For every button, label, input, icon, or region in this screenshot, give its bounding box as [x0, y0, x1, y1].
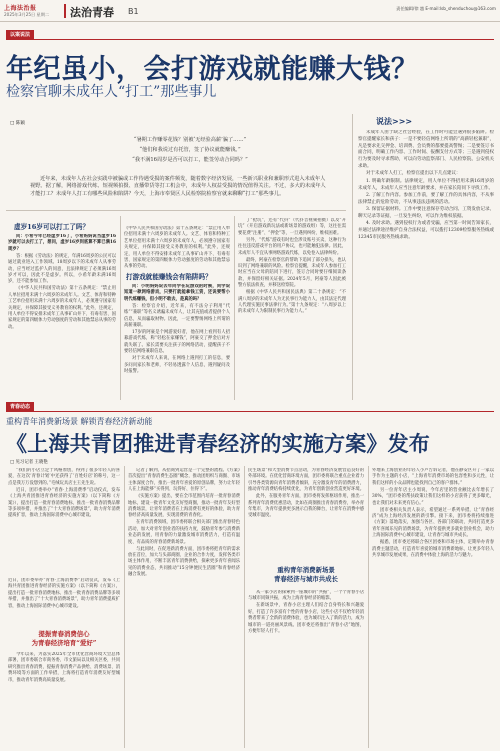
column-heading: 虚岁16岁可以打工了吗？	[14, 223, 90, 231]
tag-underline	[6, 411, 494, 412]
sidebar-paragraph: 4. 及时求助。遇到侵权行为或者受骗，应当第一时间告知家长，并通过法律途径维护自身合法权益，可以拨打12309检察服务热线或12345市民服务热线求助。	[358, 221, 494, 240]
article-column	[124, 226, 230, 270]
body-paragraph: 据悉，团市委还将联合各区团委和市场主体，定期举办青春消费主题活动，打造青年喜爱的城市消费新地标，让更多年轻人共享城市发展成果，在消费中体验上海的活力与魅力。	[372, 540, 494, 559]
section-title: 法治青春	[70, 6, 114, 19]
box-heading-line: 重构青年消费新场景	[277, 566, 335, 574]
newspaper-logo: 上海法治报	[4, 5, 37, 12]
body-paragraph: 另一位青年店主小周说，今年店里的营业额比去年增长了30%，“团市委的帮扶政策让我们这样的小店获得了更多曝光，也让我们对未来更有信心。”	[372, 487, 494, 506]
byline: □ 陈颖	[10, 121, 25, 126]
masthead	[0, 0, 500, 22]
body-paragraph: 外地来上海创业的年轻人小卢告诉记者，他在静安区开了一家以手作为主题的小店，“上海青年消费市场的包容性和多元性，让我们这样的小众品牌也能找到自己的客户群体。”	[372, 468, 494, 486]
sidebar-column	[358, 130, 494, 400]
article-column	[238, 218, 346, 399]
body-paragraph: 从一家小店的探索到一座城市的“共振”，一个个青春小店与城市同频共振，成为上海青春经济的缩影。	[248, 590, 364, 602]
body-paragraph: “我们的小店立足于风格原创，得到了很多年轻人的喜爱，在这次‘青春计划’中还获得了‘百姓好店’的称号，这一点是我万万没想到的。”毛绒玩具店主王先生说。	[8, 468, 120, 486]
section-tag: 以案说法	[6, 30, 34, 39]
kicker: 重构青年消费新场景 解锁青春经济新动能	[6, 417, 153, 426]
question-paragraph: 问：小明妈妈说去年同学在玩游戏的时候，同学说知道一款网络游戏，只要打就能拿钱工资，还说要帮小明代练赚钱，但小明不敢去，是真的吗？	[124, 284, 230, 302]
page-number: B1	[128, 7, 139, 16]
body-paragraph: 在青年消费领域，团市委将联合相关部门推出青春特色活动，加大对青年创业者的扶持力度，鼓励青年参与消费新业态的发展，用青春的力量激发城市消费活力，打造有温度、有品质的青春消费新场景。	[128, 520, 240, 545]
divider	[6, 210, 346, 211]
section-tag: 青春动态	[6, 402, 34, 411]
body-paragraph: 记者了解到，从招商到运营是一个完整的流程。《方案》首次提出“青春消费生态圈”概念，推动团组织与商圈、市场主体深度合作，推出一批青年喜爱的原创品牌，努力让年轻人在上海能够“买得到、玩得好、住得下”。	[128, 468, 240, 493]
body-paragraph: 民生场景”和大型消费节点活动，为青春经济发展营造良好的外部环境。在优化营商环境方面，团市委将联合重点企业着力引导各类资源向青年消费者倾斜，充分激发青年的消费潜力，推动青年消费结构持续优化，为青年创新创业营造更好环境。	[248, 468, 364, 493]
body-paragraph: 另外，“代练”游戏有时也会涉及账号买卖，这种行为往往违反游戏平台的用户协议，也可能触犯法律。因此，未成年人不宜从事网络游戏代练，以免卷入法律纠纷。	[238, 237, 346, 256]
headline: 年纪虽小，会打游戏就能赚大钱？	[6, 54, 419, 85]
body-paragraph: 近日，团市委举办“青春·上海消费季”启动仪式，发布《上海共青团推进青春经济的实施方案》（以下简称《方案》），提出打造一批青春消费地标、推出一批青春消费品牌等多项举措，并推出了“十大青春消费场景”，助力青年消费提质扩容，推动上海国际消费中心城市建设。	[8, 578, 120, 609]
sidebar-title: 说法>>>	[376, 117, 413, 126]
body-paragraph: 《实施方案》提出，要在全市范围内培育一批青春消费地标，建设一批青年文化友好型商圈，推动一批青年友好型消费场景，让青年消费者在上海消费有更好的体验，助力青春经济高质量发展，实现消费的青春化。	[128, 494, 240, 519]
sidebar-paragraph: 2. 了解工作内容。参加工作前，要了解工作的具体内容，不从事法律禁止的危险劳动，不从事违法违规的活动。	[358, 192, 494, 205]
tag-underline	[6, 39, 494, 40]
article-column	[8, 468, 120, 576]
article-column	[8, 234, 116, 399]
body-paragraph: 与此同时，在促进新消费方面，团市委将把青年的需求放在首位，加大与头部商圈、企业的合作力度，发挥各类市场主体作用，不断丰富青年消费供给，探索更多青年喜闻乐见的消费业态，共同推动“15分钟便民生活圈”和青春经济融合发展。	[128, 546, 240, 578]
divider	[352, 114, 353, 400]
section-bar	[64, 4, 66, 18]
body-paragraph: 17岁的阿豪是个网游爱好者，他在网上看到有人招募游戏代练，称“轻松在家赚钱”，阿豪交了押金后对方就失联了。家长需要关注孩子的网络活动，提醒孩子不要轻信网络兼职信息。	[124, 330, 230, 355]
article-column	[248, 468, 364, 560]
question-paragraph: 问：小希今年已经虚岁16了，小希妈妈说当虚岁16岁就可以去打工了，想问，虚岁16岁到底算不算已满16周岁？	[8, 234, 116, 252]
headline: 《上海共青团推进青春经济的实施方案》发布	[6, 431, 430, 456]
article-column	[8, 578, 120, 628]
sidebar-paragraph: 1. 明确年龄限制。法律规定，用人单位不得招用未满16周岁的未成年人，未成年人应当注意年龄要求，并在家长陪同下寻找工作。	[358, 178, 494, 191]
article-column	[8, 652, 120, 748]
body-paragraph: 此外，在服务青年方面，团市委将发挥枢纽作用，推出一系列青年消费优惠活动，比如在商圈推出青春消费券，举办青年集市，为青年提供更多展示自我的舞台，让青年在消费中感受城市温度。	[248, 494, 364, 519]
body-paragraph: 《中华人民共和国劳动法》第十五条规定：“禁止用人单位招用未满十六周岁的未成年人。文艺、体育和特种工艺单位招用未满十六周岁的未成年人，必须遵守国家有关规定，并保障其接受义务教育的权利。”此外，还规定，用人单位不得安排未成年工从事矿山井下、有毒有害、国家规定的第四级体力劳动强度的劳动和其他禁忌从事的劳动。	[8, 286, 116, 330]
article-column	[248, 590, 364, 748]
divider	[124, 466, 125, 748]
body-paragraph: 近日，团市委举办“青春·上海消费季”启动仪式，发布《上海共青团推进青春经济的实施方案》（以下简称《方案》），提出打造一批青春消费地标、推出一批青春消费品牌等多项举措，并推出了“十大青春消费场景”，助力青年消费提质扩容，推动上海国际消费中心城市建设。	[8, 487, 120, 519]
issue-date: 2025年3月25日 星期二	[4, 12, 50, 17]
body-paragraph: 最终，阿豪在检察官的帮助下追回了部分损失，也认识到了网络兼职的风险。检察官提醒，未成年人参加打工时应当在父母的陪同下进行，签订合同时要仔细阅读条款，并保留好相关证据。2024年5月，阿豪等人因此被警方依法侦查，并移送检察院。	[238, 257, 346, 289]
body-paragraph: 《中华人民共和国劳动法》第十五条规定：“禁止用人单位招用未满十六周岁的未成年人。文艺、体育和特种工艺单位招用未满十六周岁的未成年人，必须遵守国家有关规定，并保障其接受义务教育的权利。”此外，还规定，用人单位不得安排未成年工从事矿山井下、有毒有害、国家规定的第四级体力劳动强度的劳动和其他禁忌从事的劳动。	[124, 226, 230, 270]
intro-paragraph: 近年来，未成年人在社会实践中被骗或工作待遇受损的案件频发，随着数字经济发展，一些新兴职业和兼职形式进入未成年人视野。据了解，网络游戏代练、短视频拍摄、直播带货等打工机会中，未成年人权益受损的情况值得关注。不过，多大的未成年人才能打工？未成年人打工有哪些风险和陷阱？今天，上海市奉贤区人民检察院检察官就来聊聊“打工”那些事儿。	[30, 176, 326, 197]
divider	[234, 216, 235, 400]
column-heading: 打游戏就能赚钱会有陷阱吗？	[126, 273, 212, 281]
box-heading-line: 为青春经济培育“爱好”	[31, 639, 97, 647]
divider	[368, 466, 369, 748]
box-heading	[248, 566, 364, 584]
body-paragraph: 团市委相关负责人表示，希望通过一系列举措，让“青春经济”成为上海经济发展的新引擎。接下来，团市委将持续推进《方案》落地落实，加强与各区、各部门的联动，共同打造更多青年喜闻乐见的消费场景，为青年提供更多就业创业机会，助力上海国际消费中心城市建设，让青春与城市共成长。	[372, 507, 494, 539]
sidebar-paragraph: 3. 保留证据材料。工作中要注意保存劳动合同、工资发放记录、聊天记录等证据，一旦发生纠纷，可以作为维权依据。	[358, 207, 494, 219]
box-heading	[8, 630, 120, 648]
lede-quote: “我不满16周岁是否可以打工，能签劳动合同吗？”	[132, 157, 248, 163]
answer-paragraph: 答：检察官介绍，近年来，有不法分子利用“代练”“兼职”等名义诱骗未成年人，让其充值或者提供个人信息，从而骗取财物。因此，一定要警惕网络上所谓的高薪兼职。	[124, 303, 230, 329]
divider	[244, 466, 245, 748]
body-paragraph: 今年以来，为落实2025年全市优化营商环境大会总体部署，团市委联合市商务委、市文旅局以及相关区委，共同研究推出青春消费，提振青春消费产品供给、消费场景、消费环境等方面的工作举措，上海将打造青年消费友好型城市，推动青年消费高质量发展。	[8, 652, 120, 683]
article-column	[128, 468, 240, 748]
lede-quote: “他们和我说过有托管，签了协议就能赚钱。”	[139, 147, 241, 153]
article-column	[124, 284, 230, 399]
box-heading-line: 提振青春消费信心	[38, 630, 90, 638]
sidebar-paragraph: 对于未成年人打工，检察官提出以下几点建议：	[366, 171, 461, 177]
body-paragraph: 了“抢坑”，还有“代抖”（代抖音视频拍摄）以及“开坑”（开启游戏新玩法或新场景的游戏组）等，这往往需要花费“注册”、“押金”等，一旦遇到纠纷，维权困难。	[238, 218, 346, 236]
byline: □ 见习记者 王晓艳	[10, 460, 48, 465]
sidebar-paragraph: 未成年人由于缺乏社会经验，在工作时可能会遇到很多陷阱。检察官提醒家长和孩子：一是不要轻信网络上所谓的“高薪轻松兼职”，凡是要求先交押金、培训费、会员费的都要提高警惕；二是要签订书面合同，明确工作内容、工作时间、报酬支付方式等；三是遇到侵权行为要及时寻求帮助，可以向劳动监察部门、人民检察院、公安机关求助。	[358, 130, 494, 169]
answer-paragraph: 答：根据《劳动法》的规定，年满16周岁的公民可以通过就业进入工作领域。18周岁以下的未成年人从事劳动，应当经过监护人的同意，且法律规定了必须满16周岁才可以，因此不是虚岁。所以，小希年龄未满16周岁，还不能参加工作。	[8, 253, 116, 285]
subheadline: 检察官聊未成年人“打工”那些事儿	[6, 84, 217, 100]
editor-info: 责任编辑/徐 越 E-mail:lsb_shenduchou@163.com	[396, 6, 496, 11]
body-paragraph: 对于未成年人来说，在网络上遇到打工的信息，要多问问家长和老师，不轻易透露个人信息，遇到疑问及时报警。	[124, 356, 230, 375]
body-paragraph: 在新场景中，青春小店主理人们结合自身特长和兴趣爱好，打造了许多富有个性的青春小店，这些小店不仅给年轻消费者带来了全新的消费体验，也为城市注入了新的活力，成为城市的一道亮丽风景线。团市委还将推出“青春小店”地图，方便年轻人打卡。	[248, 603, 364, 635]
box-heading-line: 青春经济与城市共成长	[274, 575, 338, 583]
lede-quote: “暑期工作赚零花钱？别被‘无经验高薪’骗了……”	[133, 137, 247, 143]
body-paragraph: 根据《中华人民共和国民法典》第二十条规定：“不满八周岁的未成年人为无民事行为能力人，由其法定代理人代理实施民事法律行为。”第十九条规定：“八周岁以上的未成年人为限制民事行为能力人。”	[238, 290, 346, 315]
divider	[120, 216, 121, 400]
article-column	[372, 468, 494, 748]
